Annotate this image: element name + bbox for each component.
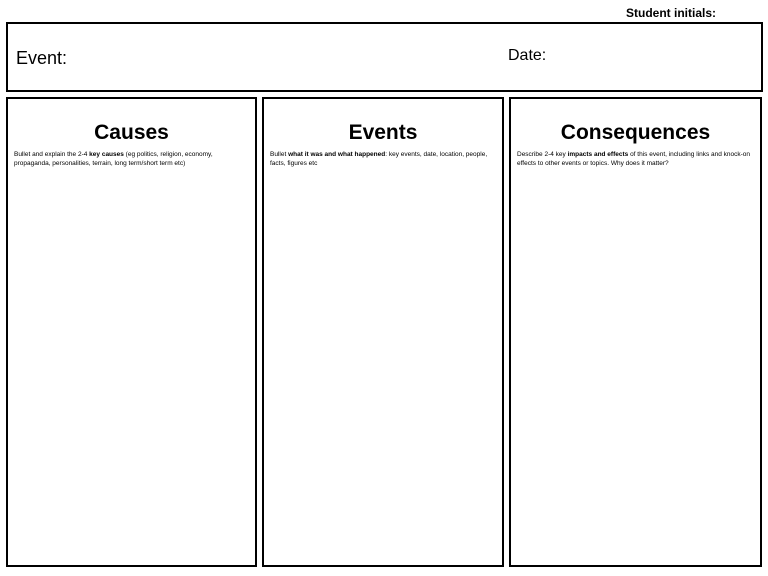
- events-instructions: [270, 150, 496, 168]
- event-label: Event:: [16, 48, 68, 68]
- date-label: Date:: [508, 47, 547, 64]
- consequences-instructions-post: of this event, including links and knock-on effects to other events or topics. Why does it matter?: [517, 151, 751, 167]
- student-initials-label: Student initials:: [626, 6, 716, 20]
- causes-instructions: [14, 150, 249, 168]
- causes-instructions-post: (eg politics, religion, economy, propaganda, personalities, terrain, long term/short term etc): [14, 151, 213, 167]
- consequences-instructions: [517, 150, 754, 168]
- causes-instructions-bold: key causes: [89, 151, 124, 158]
- events-title: Events: [348, 121, 418, 144]
- consequences-title: Consequences: [560, 121, 711, 144]
- causes-title: Causes: [94, 121, 169, 144]
- event-header-box[interactable]: [6, 22, 763, 92]
- consequences-instructions-pre: Describe 2-4 key: [517, 151, 568, 158]
- consequences-instructions-bold: impacts and effects: [567, 151, 629, 158]
- causes-column[interactable]: [6, 97, 257, 567]
- events-instructions-pre: Bullet: [270, 151, 289, 158]
- events-column[interactable]: [262, 97, 504, 567]
- causes-instructions-pre: Bullet and explain the 2-4: [14, 151, 90, 158]
- events-instructions-post: : key events, date, location, people, facts, figures etc: [270, 151, 488, 167]
- events-instructions-bold: what it was and what happened: [288, 151, 386, 158]
- consequences-column[interactable]: [509, 97, 762, 567]
